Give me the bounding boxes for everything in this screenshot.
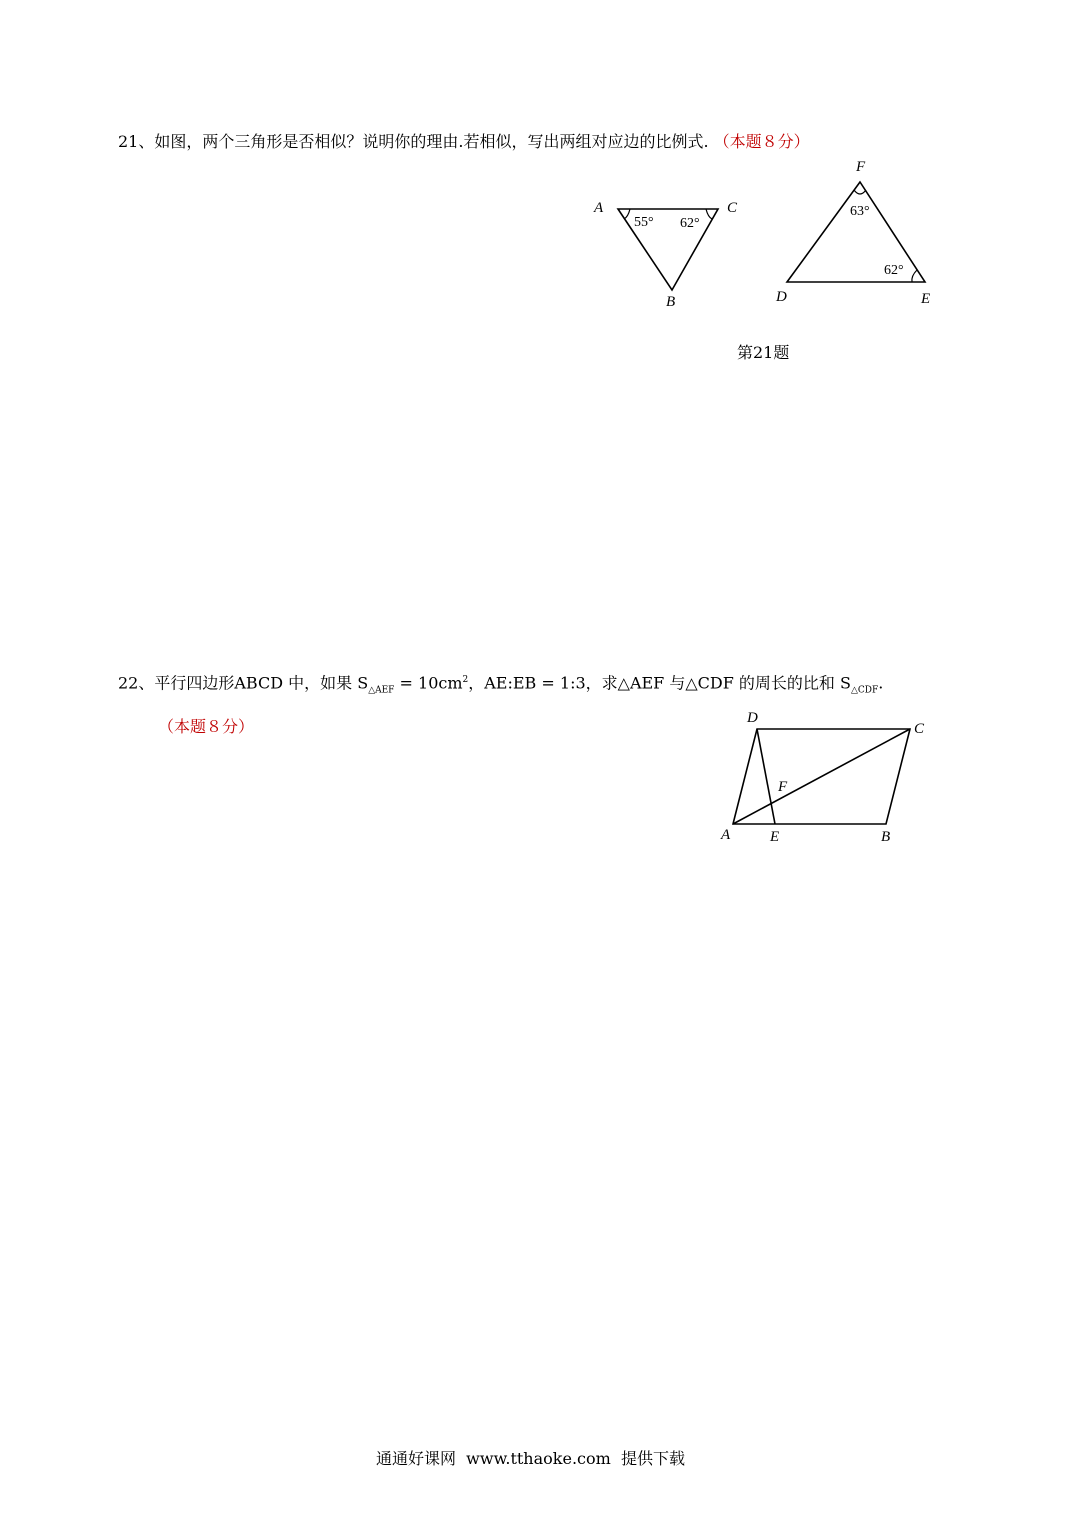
label-c: C [914, 721, 925, 737]
label-d: D [747, 710, 758, 726]
triangle-def-figure [770, 156, 950, 316]
angle-arc-f [854, 190, 866, 194]
angle-e-value: 62° [884, 263, 904, 278]
triangle-abc [618, 209, 718, 290]
label-e: E [770, 829, 780, 845]
label-a: A [721, 827, 731, 843]
question-22-text [118, 669, 883, 702]
q22-mid2: ，AE:EB = 1:3，求△AEF 与△CDF 的周长的比和 S [468, 673, 851, 693]
q22-sub1: △AEF [368, 685, 395, 696]
label-f: F [856, 159, 866, 175]
label-d: D [776, 289, 787, 305]
label-e: E [921, 291, 931, 307]
angle-a-value: 55° [634, 215, 654, 230]
question-22-points: （本题８分） [158, 717, 255, 736]
label-b: B [666, 294, 676, 310]
angle-arc-c [706, 209, 712, 219]
angle-arc-e [912, 270, 917, 282]
question-21-caption: 第21题 [737, 343, 790, 362]
question-21-points: （本题８分） [713, 132, 810, 151]
angle-arc-a [624, 209, 630, 219]
q22-sub2: △CDF [850, 685, 879, 696]
angle-f-value: 63° [850, 204, 870, 219]
label-f: F [778, 779, 788, 795]
q22-sup1: 2 [462, 675, 469, 685]
label-b: B [881, 829, 891, 845]
triangle-def [787, 182, 925, 282]
label-a: A [594, 200, 604, 216]
page-footer: 通通好课网 www.tthaoke.com 提供下载 [376, 1449, 685, 1468]
q22-mid1: = 10cm [394, 673, 463, 693]
angle-c-value: 62° [680, 216, 700, 231]
triangle-abc-figure [590, 195, 750, 315]
question-21-text [118, 131, 810, 153]
q22-prefix: 22、平行四边形ABCD 中，如果 S [118, 673, 369, 693]
q22-end: . [878, 673, 884, 693]
parallelogram-figure [715, 707, 945, 847]
label-c: C [727, 200, 738, 216]
question-21-body: 21、如图，两个三角形是否相似？说明你的理由.若相似，写出两组对应边的比例式. [118, 132, 709, 151]
